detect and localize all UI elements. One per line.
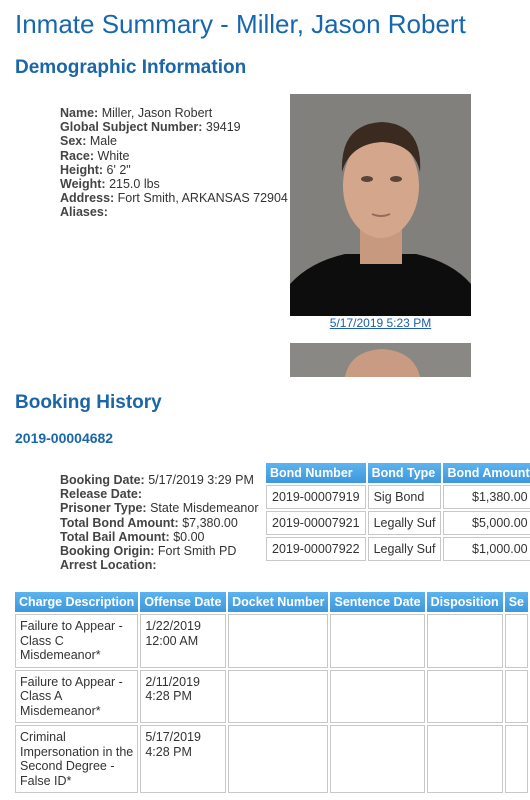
photo-date-link[interactable]: 5/17/2019 5:23 PM: [329, 316, 432, 330]
field-weight: Weight: 215.0 lbs: [60, 177, 160, 192]
bond-number-cell: 2019-00007919: [266, 485, 366, 509]
field-address: Address: Fort Smith, ARKANSAS 72904: [60, 191, 288, 206]
demographic-heading: Demographic Information: [15, 57, 247, 78]
offense-date-cell: 1/22/2019 12:00 AM: [140, 614, 226, 668]
bond-amount-cell: $5,000.00: [443, 511, 530, 535]
bond-type-cell: Legally Suf: [368, 537, 442, 561]
extra-cell: [505, 614, 528, 668]
field-aliases: Aliases:: [60, 205, 108, 220]
field-arrest-location: Arrest Location:: [60, 558, 157, 573]
field-release-date: Release Date:: [60, 487, 142, 502]
field-name: Name: Miller, Jason Robert: [60, 106, 213, 120]
table-row: [15, 725, 528, 793]
field-total-bail-amount: Total Bail Amount: $0.00: [60, 529, 205, 544]
page-title: Inmate Summary - Miller, Jason Robert: [15, 9, 466, 39]
field-total-bond-amount: Total Bond Amount: $7,380.00: [60, 515, 238, 530]
charge-table-header: [15, 592, 528, 612]
disposition-cell: [427, 614, 503, 668]
field-prisoner-type: Prisoner Type: State Misdemeanor: [60, 501, 259, 516]
charge-description-cell: Failure to Appear - Class A Misdemeanor*: [15, 670, 138, 724]
column-header[interactable]: Charge Description: [15, 592, 138, 612]
docket-number-cell: [228, 725, 328, 793]
column-header[interactable]: Offense Date: [140, 592, 226, 612]
column-header[interactable]: Bond Number: [266, 463, 366, 483]
sentence-date-cell: [330, 725, 424, 793]
column-header[interactable]: Docket Number: [228, 592, 328, 612]
disposition-cell: [427, 725, 503, 793]
bond-type-cell: Sig Bond: [368, 485, 442, 509]
table-row: [266, 511, 530, 535]
person-photo-icon: [290, 343, 471, 377]
charge-table: [13, 590, 530, 795]
person-photo-icon: [290, 94, 471, 316]
field-height: Height: 6' 2": [60, 162, 131, 177]
docket-number-cell: [228, 670, 328, 724]
disposition-cell: [427, 670, 503, 724]
charge-description-cell: Failure to Appear - Class C Misdemeanor*: [15, 614, 138, 668]
sentence-date-cell: [330, 614, 424, 668]
charge-description-cell: Criminal Impersonation in the Second Degree - False ID*: [15, 725, 138, 793]
column-header[interactable]: Se: [505, 592, 528, 612]
offense-date-cell: 5/17/2019 4:28 PM: [140, 725, 226, 793]
table-row: [266, 537, 530, 561]
table-row: [15, 670, 528, 724]
offense-date-cell: 2/11/2019 4:28 PM: [140, 670, 226, 724]
booking-fields: [60, 473, 258, 572]
field-booking-date: Booking Date: 5/17/2019 3:29 PM: [60, 473, 254, 487]
bond-amount-cell: $1,380.00: [443, 485, 530, 509]
table-row: [266, 485, 530, 509]
bond-amount-cell: $1,000.00: [443, 537, 530, 561]
booking-history-heading: Booking History: [15, 392, 162, 413]
bond-table: [264, 461, 530, 563]
column-header[interactable]: Disposition: [427, 592, 503, 612]
field-booking-origin: Booking Origin: Fort Smith PD: [60, 544, 237, 559]
demographic-fields: [60, 106, 288, 220]
sentence-date-cell: [330, 670, 424, 724]
bond-table-header: [266, 463, 530, 483]
booking-number: 2019-00004682: [15, 430, 114, 446]
field-sex: Sex: Male: [60, 134, 117, 149]
column-header[interactable]: Sentence Date: [330, 592, 424, 612]
column-header[interactable]: Bond Amount: [443, 463, 530, 483]
table-row: [15, 614, 528, 668]
field-global-subject-number: Global Subject Number: 39419: [60, 120, 241, 135]
bond-number-cell: 2019-00007921: [266, 511, 366, 535]
column-header[interactable]: Bond Type: [368, 463, 442, 483]
extra-cell: [505, 670, 528, 724]
field-race: Race: White: [60, 148, 130, 163]
secondary-photo[interactable]: [290, 343, 471, 377]
bond-number-cell: 2019-00007922: [266, 537, 366, 561]
bond-type-cell: Legally Suf: [368, 511, 442, 535]
docket-number-cell: [228, 614, 328, 668]
extra-cell: [505, 725, 528, 793]
mugshot-photo[interactable]: [290, 94, 471, 316]
